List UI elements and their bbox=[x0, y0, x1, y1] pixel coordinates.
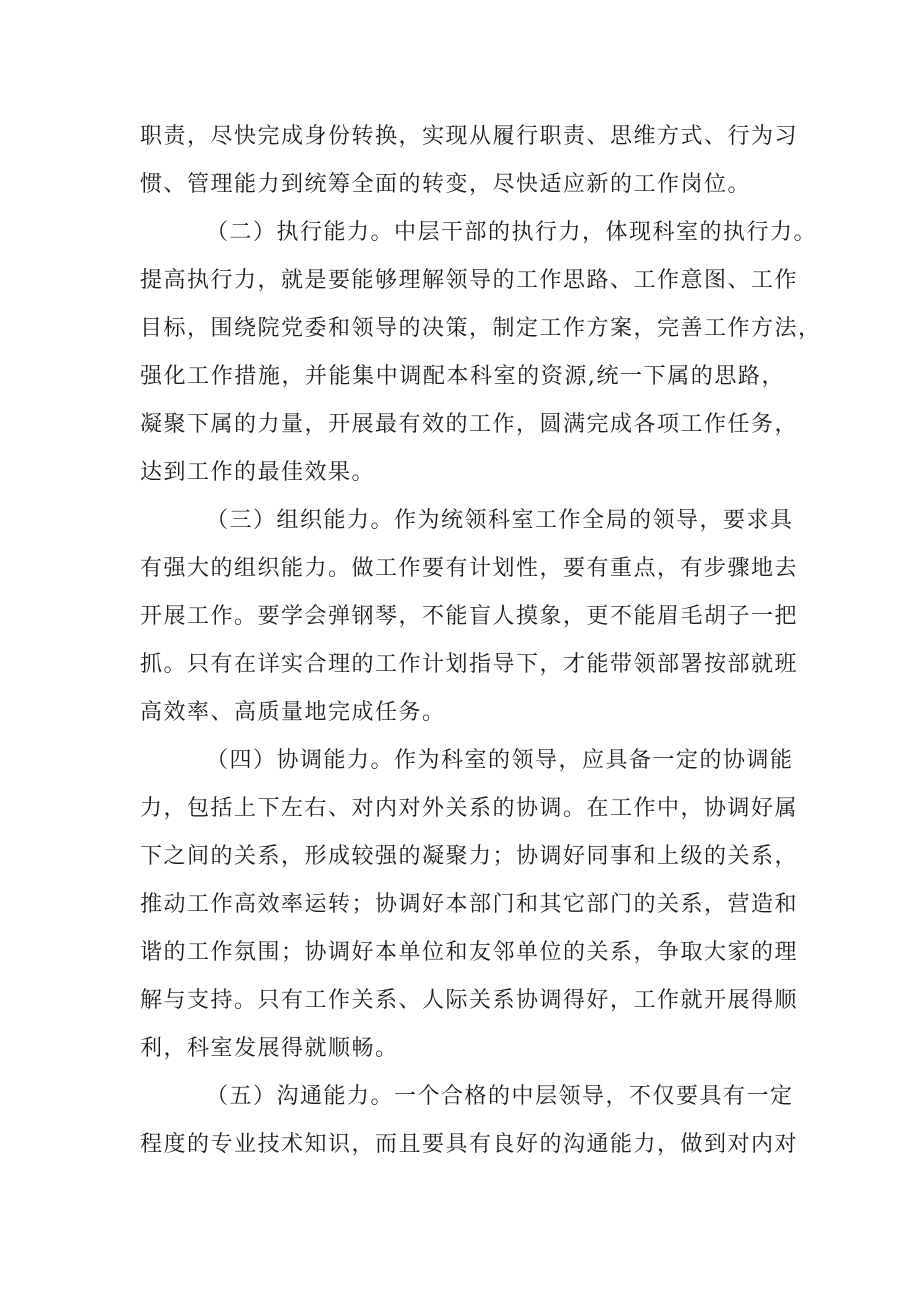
text-line: 职责，尽快完成身份转换，实现从履行职责、思维方式、行为习 bbox=[140, 124, 799, 149]
text-line: 强化工作措施，并能集中调配本科室的资源,统一下属的思路， bbox=[140, 364, 785, 389]
text-line: 开展工作。要学会弹钢琴，不能盲人摸象，更不能眉毛胡子一把 bbox=[140, 604, 799, 629]
text-line: 力，包括上下左右、对内对外关系的协调。在工作中，协调好属 bbox=[140, 796, 799, 821]
text-line: 有强大的组织能力。做工作要有计划性，要有重点，有步骤地去 bbox=[140, 556, 799, 581]
text-line: 提高执行力，就是要能够理解领导的工作思路、工作意图、工作 bbox=[140, 268, 799, 293]
text-line: 推动工作高效率运转；协调好本部门和其它部门的关系，营造和 bbox=[140, 892, 799, 917]
text-line: 谐的工作氛围；协调好本单位和友邻单位的关系，争取大家的理 bbox=[140, 940, 799, 965]
text-line: 高效率、高质量地完成任务。 bbox=[140, 700, 446, 725]
text-line: 利，科室发展得就顺畅。 bbox=[140, 1036, 399, 1061]
text-line: 下之间的关系，形成较强的凝聚力；协调好同事和上级的关系， bbox=[140, 844, 799, 869]
text-line: 程度的专业技术知识，而且要具有良好的沟通能力，做到对内对 bbox=[140, 1132, 799, 1157]
text-line: 达到工作的最佳效果。 bbox=[140, 460, 376, 485]
text-line: 目标，围绕院党委和领导的决策，制定工作方案，完善工作方法， bbox=[140, 316, 822, 341]
text-line: 凝聚下属的力量，开展最有效的工作，圆满完成各项工作任务， bbox=[140, 412, 799, 437]
paragraph-heading-line: （五）沟通能力。一个合格的中层领导，不仅要具有一定 bbox=[206, 1084, 794, 1109]
text-line: 抓。只有在详实合理的工作计划指导下，才能带领部署按部就班 bbox=[140, 652, 799, 677]
paragraph-heading-line: （三）组织能力。作为统领科室工作全局的领导，要求具 bbox=[206, 508, 794, 533]
text-line: 惯、管理能力到统筹全面的转变，尽快适应新的工作岗位。 bbox=[140, 172, 752, 197]
text-line: 解与支持。只有工作关系、人际关系协调得好，工作就开展得顺 bbox=[140, 988, 799, 1013]
paragraph-heading-line: （四）协调能力。作为科室的领导，应具备一定的协调能 bbox=[206, 748, 794, 773]
document-body bbox=[140, 113, 822, 1169]
paragraph-heading-line: （二）执行能力。中层干部的执行力，体现科室的执行力。 bbox=[206, 220, 818, 245]
